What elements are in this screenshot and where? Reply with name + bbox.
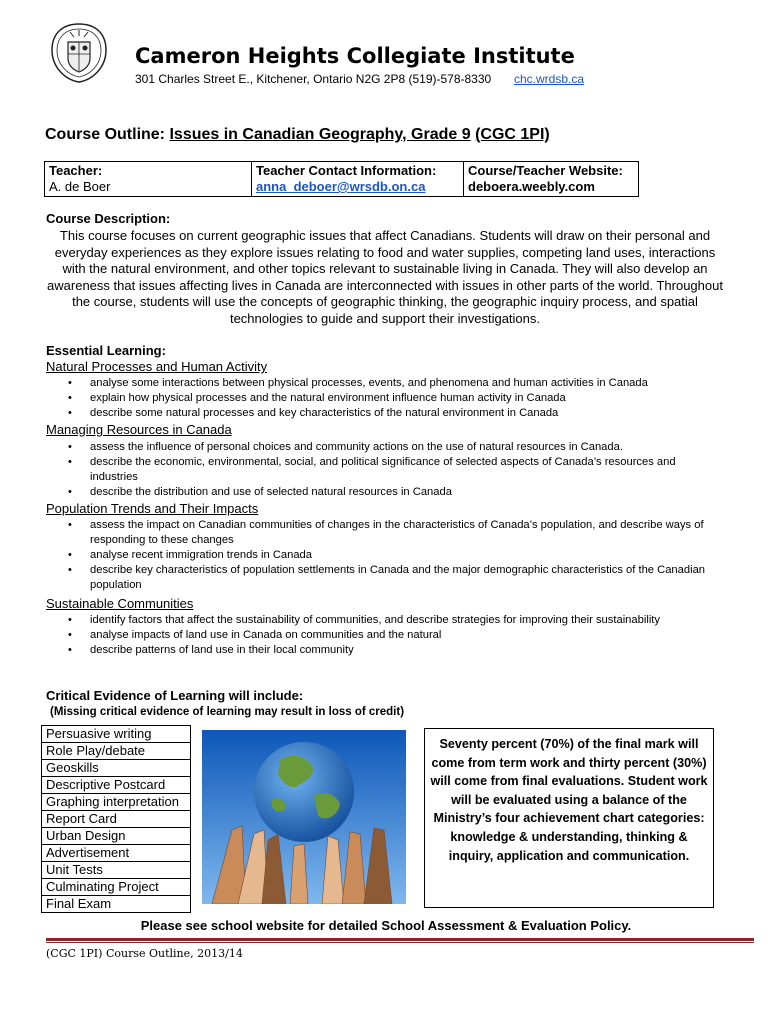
evidence-item: Advertisement (42, 845, 191, 862)
list-item: • assess the influence of personal choices and community actions on the use of natural resources in Canada. (66, 440, 706, 455)
evidence-table (41, 725, 191, 913)
list-item: • describe some natural processes and key characteristics of the natural environment in Canada (66, 406, 706, 421)
section-title-sustainable-communities: Sustainable Communities (46, 596, 194, 611)
section-title-managing-resources: Managing Resources in Canada (46, 422, 232, 437)
contact-cell (252, 162, 464, 197)
list-item: • describe the distribution and use of selected natural resources in Canada (66, 485, 706, 500)
evidence-item: Descriptive Postcard (42, 777, 191, 794)
course-description-heading: Course Description: (46, 211, 171, 226)
list-item: • analyse recent immigration trends in Canada (66, 548, 706, 563)
evidence-item: Urban Design (42, 828, 191, 845)
evidence-item: Report Card (42, 811, 191, 828)
course-title (45, 126, 550, 144)
critical-evidence-note: (Missing critical evidence of learning may result in loss of credit) (50, 706, 405, 718)
school-crest-logo (48, 20, 110, 86)
footer-divider (46, 938, 754, 941)
evidence-item: Final Exam (42, 896, 191, 913)
contact-label: Teacher Contact Information: (256, 163, 437, 178)
sustainable-communities-list (66, 613, 706, 658)
evidence-item: Role Play/debate (42, 743, 191, 760)
evidence-item: Geoskills (42, 760, 191, 777)
course-info-table (44, 161, 639, 197)
grading-breakdown-box: Seventy percent (70%) of the final mark will come from term work and thirty percent (30%) will come from final evaluations. Student work will be evaluated using a balance of the Ministry’s four achievement chart categories: knowledge & understanding, thinking & inquiry, application and communication. (424, 728, 714, 908)
section-title-natural-processes: Natural Processes and Human Activity (46, 359, 268, 374)
teacher-name: A. de Boer (49, 179, 111, 194)
list-item: • explain how physical processes and the natural environment influence human activity in Canada (66, 391, 706, 406)
course-title-prefix: Course Outline: (45, 126, 166, 143)
list-item: • describe key characteristics of population settlements in Canada and the major demographic characteristics of the Canadian population (66, 563, 706, 593)
footer-text: (CGC 1PI) Course Outline, 2013/14 (46, 947, 243, 960)
evidence-item: Graphing interpretation (42, 794, 191, 811)
evidence-item: Culminating Project (42, 879, 191, 896)
critical-evidence-heading: Critical Evidence of Learning will include: (46, 688, 304, 703)
list-item: • identify factors that affect the sustainability of communities, and describe strategies for improving their sustainability (66, 613, 706, 628)
population-trends-list (66, 518, 706, 593)
list-item: • describe patterns of land use in their local community (66, 643, 706, 658)
globe-hands-image (202, 730, 406, 904)
website-cell (464, 162, 639, 197)
evidence-item: Persuasive writing (42, 726, 191, 743)
evidence-item: Unit Tests (42, 862, 191, 879)
course-description-text: This course focuses on current geographic issues that affect Canadians. Students will draw on their personal and everyday experiences as they explore issues relating to food and water supplies, competing land uses, interactions with the natural environment, and other topics relevant to sustainable living in Canada. They will also develop an awareness that issues affecting lives in Canada are interconnected with issues in other parts of the world. Throughout the course, students will use the concepts of geographic thinking, the geographic inquiry process, and spatial technologies to guide and support their investigations. (47, 228, 723, 326)
teacher-email-link[interactable]: anna_deboer@wrsdb.on.ca (256, 179, 426, 194)
school-website-link[interactable]: chc.wrdsb.ca (514, 72, 585, 86)
section-title-population-trends: Population Trends and Their Impacts (46, 501, 259, 516)
list-item: • assess the impact on Canadian communities of changes in the characteristics of Canada’s population, and describe ways of responding to these changes (66, 518, 706, 548)
footer-divider-thin (46, 942, 754, 943)
course-title-main: Issues in Canadian Geography, Grade 9 (169, 126, 471, 143)
list-item: • describe the economic, environmental, social, and political significance of selected aspects of Canada’s resources and industries (66, 455, 706, 485)
assessment-policy-note: Please see school website for detailed School Assessment & Evaluation Policy. (140, 918, 632, 933)
teacher-cell (45, 162, 252, 197)
managing-resources-list (66, 440, 706, 500)
school-name: Cameron Heights Collegiate Institute (135, 44, 575, 68)
course-title-code: (CGC 1PI) (475, 126, 550, 143)
essential-learning-heading: Essential Learning: (46, 343, 166, 358)
teacher-label: Teacher: (49, 163, 103, 178)
teacher-website: deboera.weebly.com (468, 179, 595, 194)
list-item: • analyse impacts of land use in Canada on communities and the natural (66, 628, 706, 643)
website-label: Course/Teacher Website: (468, 163, 623, 178)
natural-processes-list (66, 376, 706, 421)
school-address: 301 Charles Street E., Kitchener, Ontario N2G 2P8 (519)-578-8330 (135, 72, 492, 86)
list-item: • analyse some interactions between physical processes, events, and phenomena and human activities in Canada (66, 376, 706, 391)
